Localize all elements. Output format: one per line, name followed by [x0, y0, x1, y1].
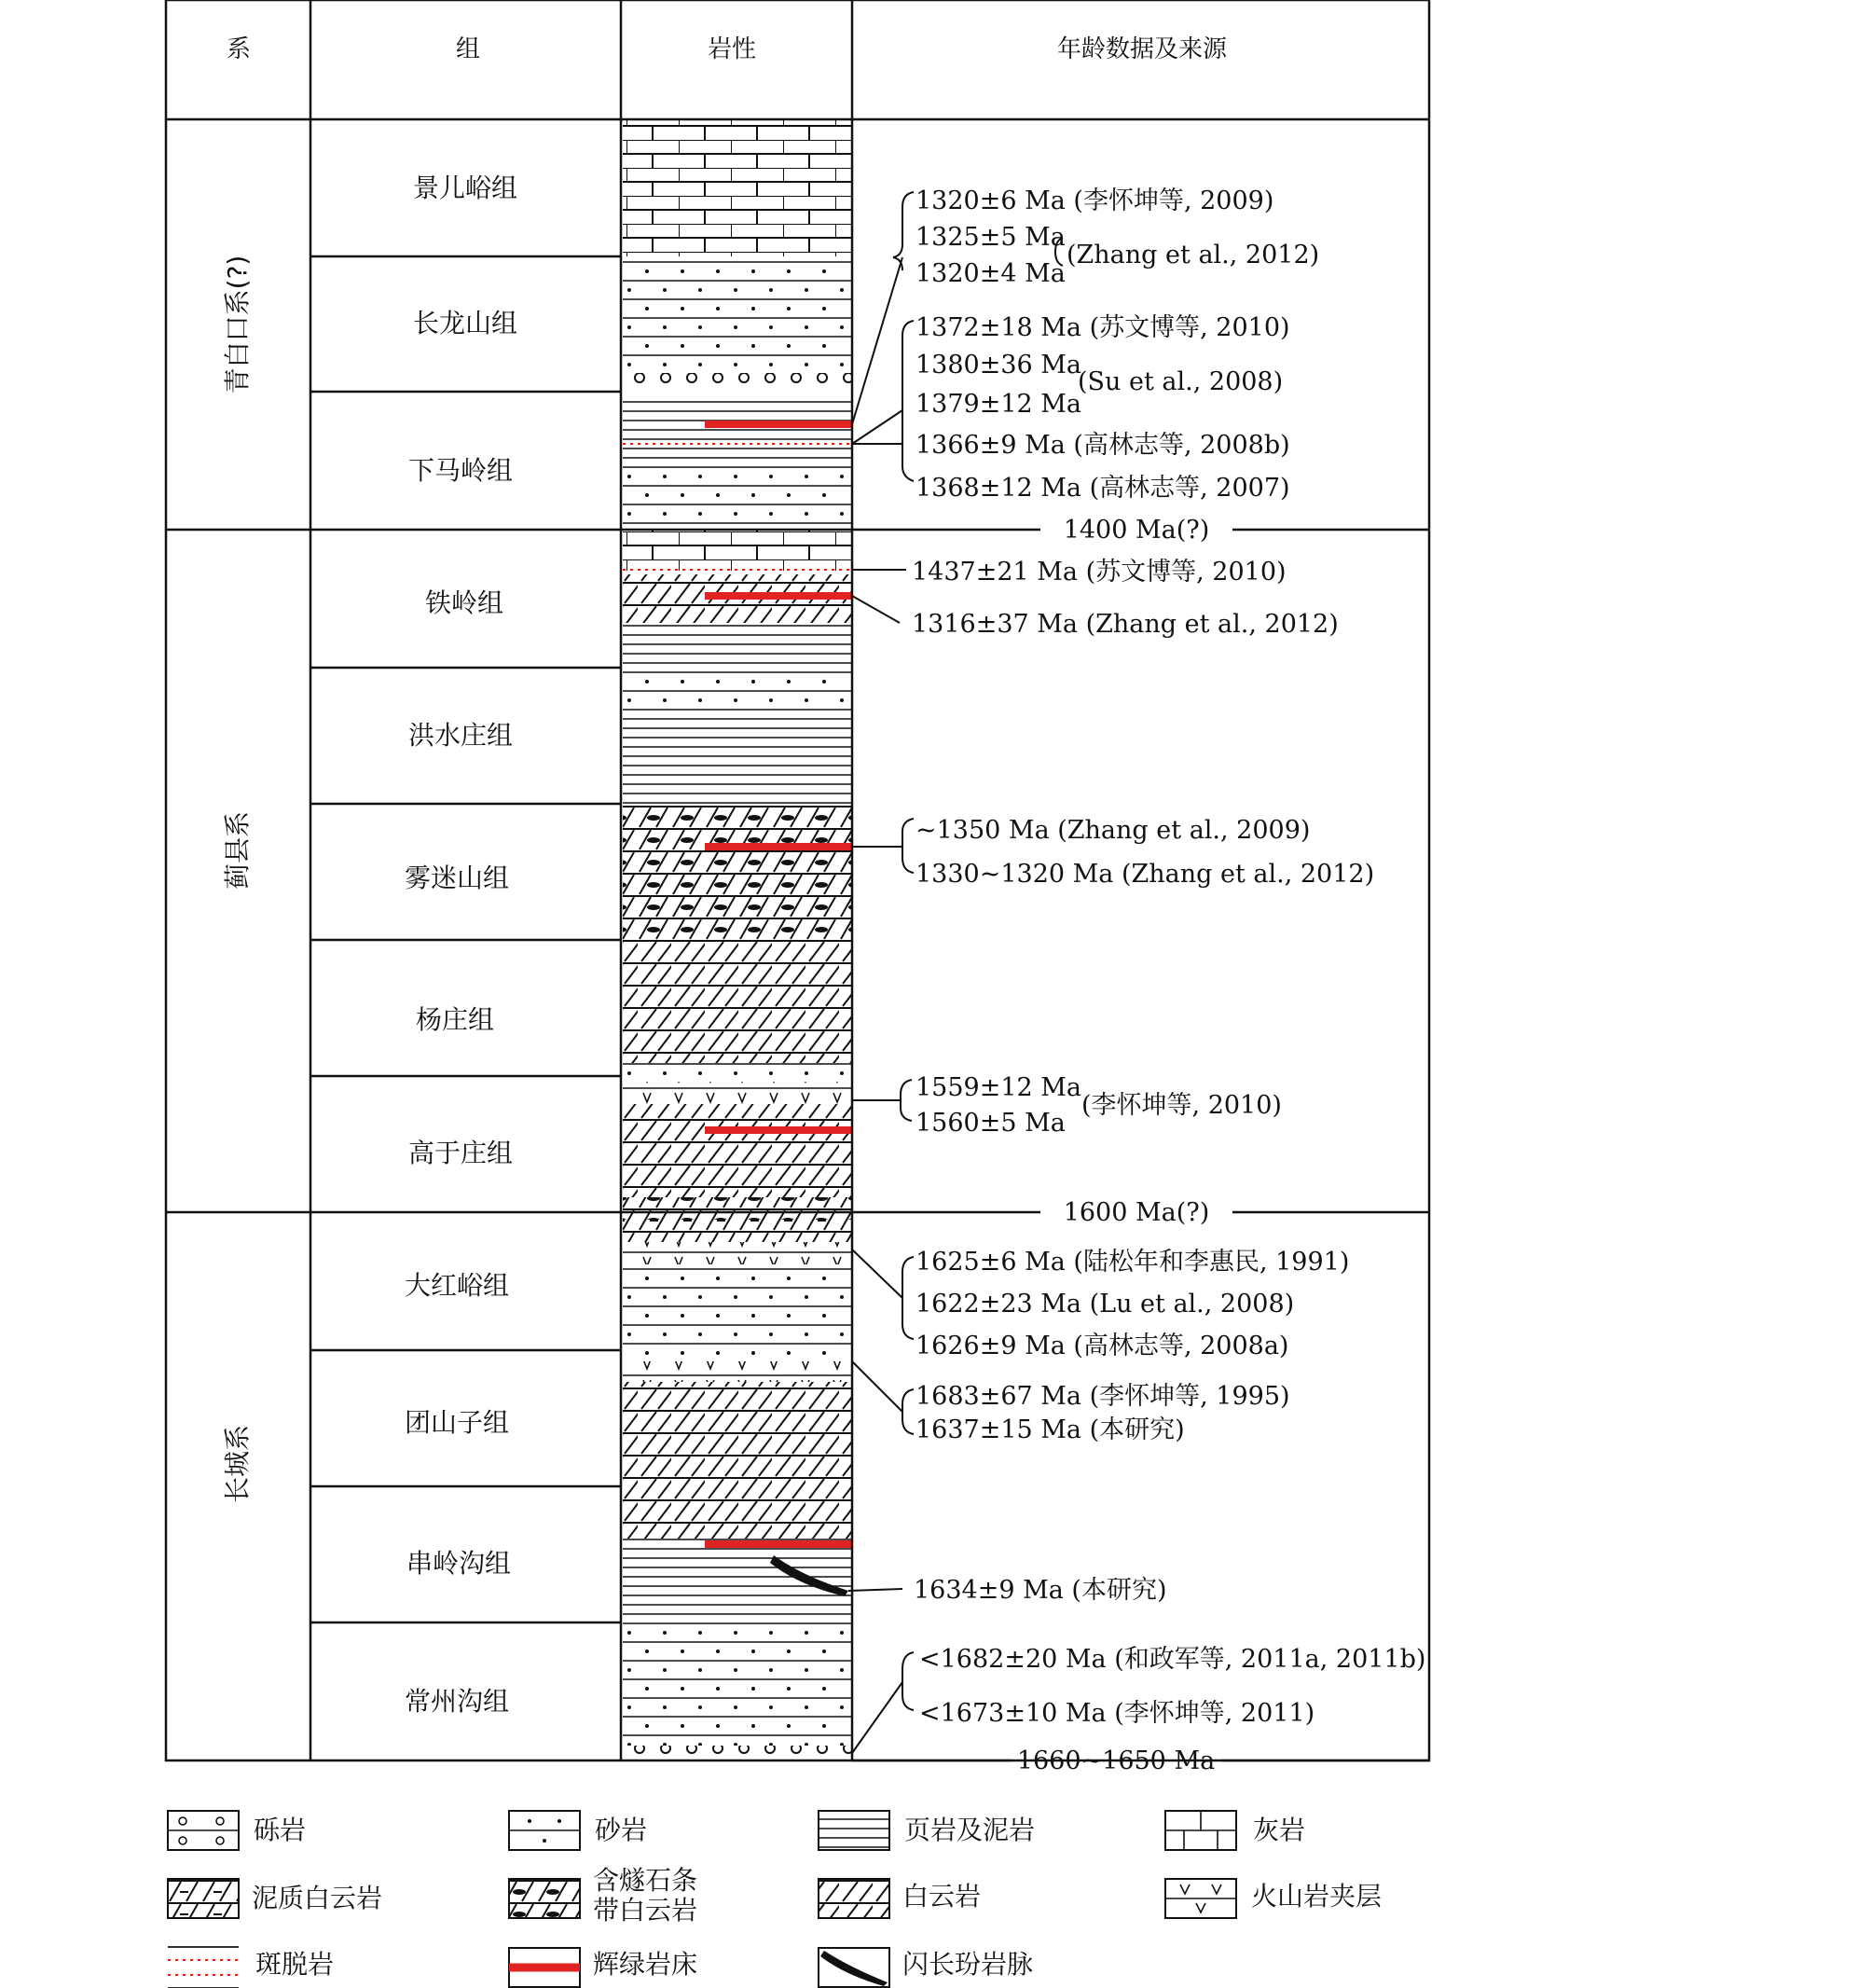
age-entry: 1325±5 Ma: [915, 223, 1066, 252]
header-lithology: 岩性: [707, 35, 757, 63]
system-changcheng: 长城系: [222, 1424, 253, 1504]
litho-limestone: [623, 119, 853, 256]
age-data: [912, 186, 1425, 1775]
litho-argillaceous-dolomite: [623, 1220, 853, 1242]
age-entry: 1560±5 Ma: [915, 1109, 1066, 1138]
litho-dolomite: [623, 1104, 853, 1197]
formation-label: 铁岭组: [424, 587, 504, 618]
formation-labels: [405, 173, 517, 1717]
legend-label: 砂岩: [595, 1815, 648, 1845]
legend-label: 页岩及泥岩: [904, 1815, 1036, 1845]
formation-label: 长龙山组: [412, 308, 518, 338]
litho-sandstone: [623, 1264, 853, 1361]
table-header: [227, 35, 1228, 63]
age-entry: 1320±4 Ma: [915, 259, 1066, 288]
litho-sandstone: [623, 668, 853, 709]
boundary-age: 1400 Ma(?): [1063, 516, 1210, 545]
formation-label: 下马岭组: [407, 455, 514, 486]
age-entry: 1637±15 Ma (本研究): [915, 1415, 1185, 1444]
system-jixian: 蓟县系: [222, 810, 253, 890]
legend-item-diorite-dike: [819, 1948, 1033, 1987]
legend-item-conglomerate: [168, 1811, 306, 1850]
formation-label: 大红峪组: [404, 1270, 510, 1301]
age-entry: 1330~1320 Ma (Zhang et al., 2012): [915, 860, 1375, 889]
legend: [168, 1811, 1382, 1988]
age-entry: 1380±36 Ma: [915, 351, 1082, 380]
age-source: (Su et al., 2008): [1078, 367, 1284, 396]
header-formation: 组: [455, 35, 481, 63]
formation-label: 杨庄组: [415, 1004, 495, 1035]
litho-shale: [623, 709, 853, 806]
formation-label: 串岭沟组: [406, 1548, 512, 1579]
age-entry: 1372±18 Ma (苏文博等, 2010): [915, 313, 1290, 342]
age-entry: ~1350 Ma (Zhang et al., 2009): [915, 816, 1311, 845]
legend-item-bentonite: [168, 1947, 334, 1988]
formation-label: 团山子组: [404, 1407, 510, 1438]
boundary-age: 1600 Ma(?): [1063, 1198, 1210, 1227]
legend-item-limestone: [1165, 1811, 1305, 1850]
legend-item-volcanic: [1165, 1879, 1382, 1918]
litho-volcanic: [623, 1242, 853, 1264]
legend-label: 闪长玢岩脉: [902, 1949, 1034, 1980]
age-entry: 1368±12 Ma (高林志等, 2007): [915, 474, 1290, 503]
litho-chert-dolomite: [623, 1197, 853, 1220]
age-entry: 1316±37 Ma (Zhang et al., 2012): [912, 610, 1339, 639]
litho-shale: [623, 408, 853, 466]
formation-label: 高于庄组: [407, 1138, 514, 1168]
litho-volcanic: [623, 1361, 853, 1382]
boundary-age: 1660~1650 Ma: [1016, 1746, 1216, 1775]
age-entry: 1625±6 Ma (陆松年和李惠民, 1991): [915, 1248, 1350, 1277]
legend-label: 含燧石条: [593, 1865, 698, 1896]
legend-label: 泥质白云岩: [252, 1883, 383, 1913]
litho-limestone: [623, 530, 853, 571]
age-source: (李怀坤等, 2010): [1081, 1091, 1282, 1120]
legend-label: 辉绿岩床: [593, 1949, 698, 1980]
age-entry: <1673±10 Ma (李怀坤等, 2011): [919, 1699, 1315, 1728]
header-age: 年龄数据及来源: [1056, 35, 1228, 63]
age-entry: 1379±12 Ma: [915, 390, 1082, 419]
legend-label: 斑脱岩: [255, 1949, 335, 1980]
litho-volcanic: [623, 1082, 853, 1104]
litho-chert-dolomite: [623, 806, 853, 940]
legend-label: 带白云岩: [593, 1895, 698, 1926]
system-qingbaikou: 青白口系(?): [222, 255, 253, 394]
legend-item-diabase-sill: [509, 1948, 697, 1987]
legend-item-sandstone: [509, 1811, 647, 1850]
litho-dolomite: [623, 940, 853, 1063]
age-entry: 1626±9 Ma (高林志等, 2008a): [915, 1332, 1289, 1360]
age-entry: <1682±20 Ma (和政军等, 2011a, 2011b): [919, 1645, 1426, 1674]
lithology-column: [623, 119, 853, 1760]
age-entry: 1622±23 Ma (Lu et al., 2008): [915, 1290, 1295, 1318]
age-entry: 1366±9 Ma (高林志等, 2008b): [915, 431, 1290, 460]
litho-shale: [623, 1539, 853, 1621]
litho-sandstone: [623, 466, 853, 530]
age-entry: 1559±12 Ma: [915, 1073, 1082, 1102]
legend-item-dolomite: [819, 1879, 981, 1918]
header-system: 系: [226, 35, 252, 63]
legend-item-chert-dolomite: [509, 1865, 697, 1926]
legend-item-shale: [819, 1811, 1035, 1850]
age-entry: 1320±6 Ma (李怀坤等, 2009): [915, 186, 1274, 215]
legend-label: 灰岩: [1253, 1815, 1306, 1845]
legend-label: 火山岩夹层: [1251, 1881, 1383, 1912]
age-source: (Zhang et al., 2012): [1067, 241, 1320, 269]
litho-sandstone: [623, 1063, 853, 1082]
formation-label: 洪水庄组: [407, 720, 514, 751]
litho-shale: [623, 395, 853, 408]
age-entry: 1634±9 Ma (本研究): [914, 1576, 1167, 1605]
legend-label: 白云岩: [902, 1881, 982, 1912]
age-entry: 1683±67 Ma (李怀坤等, 1995): [915, 1382, 1290, 1411]
litho-sandstone: [623, 1621, 853, 1746]
litho-conglomerate: [623, 1746, 853, 1760]
formation-label: 雾迷山组: [404, 863, 510, 893]
connectors: [848, 192, 1063, 1753]
formation-label: 景儿峪组: [412, 173, 518, 203]
litho-dolomite: [623, 1382, 853, 1539]
litho-shale: [623, 623, 853, 668]
litho-sandstone: [623, 256, 853, 373]
age-entry: 1437±21 Ma (苏文博等, 2010): [912, 558, 1287, 587]
legend-label: 砾岩: [254, 1815, 307, 1845]
legend-item-argillaceous-dolomite: [168, 1879, 382, 1918]
litho-conglomerate: [623, 373, 853, 395]
formation-label: 常州沟组: [404, 1686, 510, 1717]
system-labels: [222, 255, 253, 1503]
